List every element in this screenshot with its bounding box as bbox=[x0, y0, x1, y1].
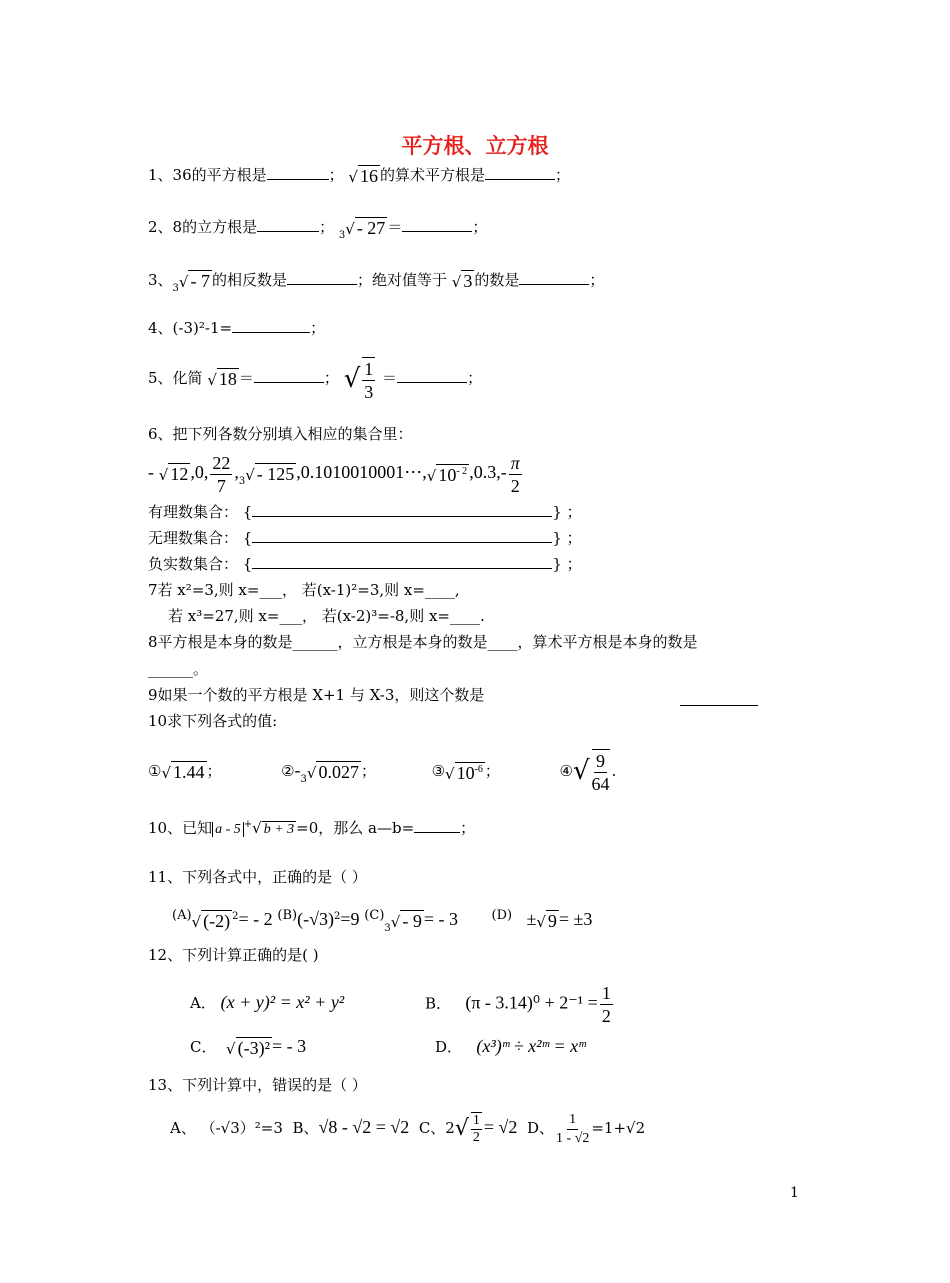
fraction: $\frac{1}{1 - √2}$ bbox=[556, 1111, 590, 1146]
q3-text-d: 的数是 bbox=[474, 271, 520, 289]
question-1: 1、36的平方根是 ； √ 16 的算术平方根是 ； bbox=[148, 165, 571, 186]
question-11-stem: 11、下列各式中，正确的是（ ） bbox=[148, 868, 367, 886]
cube-root-expression: √ - 125 bbox=[245, 463, 295, 484]
sqrt-expression: √ 12 bbox=[158, 463, 189, 484]
answer-blank[interactable] bbox=[397, 368, 467, 383]
answer-blank[interactable] bbox=[254, 368, 324, 383]
fraction: $\frac{\pi}{2}$ bbox=[510, 452, 520, 496]
page-title: 平方根、立方根 bbox=[401, 133, 549, 158]
question-13-options: A、 （-√3）²=3 B、√8 - √2 = √2 C、2√ $\frac{1}{2}$ = √2 D、 $\frac{1}{1 - √2}$ =1+√2 bbox=[170, 1108, 645, 1148]
cube-root-expression: √ - 7 bbox=[178, 270, 210, 291]
page-number: 1 bbox=[790, 1185, 799, 1201]
question-4: 4、(-3)²-1= ； bbox=[148, 319, 326, 337]
question-8-line2: ______。 bbox=[148, 660, 209, 678]
question-2: 2、8的立方根是 ； $_3$√ - 27 ＝ ； bbox=[148, 217, 488, 241]
set-irrational: 无理数集合： { } ； bbox=[148, 529, 582, 547]
q1-text-b: 的算术平方根是 bbox=[379, 166, 485, 184]
question-12-row2: C． √ (-3)² = - 3 bbox=[190, 1030, 306, 1065]
answer-blank[interactable] bbox=[519, 270, 589, 285]
root-index: 3 bbox=[338, 230, 346, 241]
answer-line[interactable] bbox=[680, 705, 758, 706]
cube-root-expression: √ - 27 bbox=[345, 217, 386, 238]
sqrt-expression: √ $10^{-6}$ bbox=[445, 763, 483, 783]
q5-text: 5、化简 bbox=[148, 369, 203, 387]
sqrt-expression: √ 9 bbox=[536, 910, 557, 931]
q4-text: 4、(-3)²-1= bbox=[148, 319, 233, 337]
question-10-items: ①√ 1.44 ； $②-_3√$ 0.027 ； ③√ $10^{-6}$ ； ④√ $\frac{9}{64}$ . bbox=[148, 748, 616, 796]
root-index: 3 bbox=[172, 283, 179, 294]
q3-text-b: 的相反数是 bbox=[211, 271, 287, 289]
answer-blank[interactable] bbox=[252, 554, 552, 569]
equals-sign: ＝ bbox=[387, 218, 403, 236]
q3-prefix: 3、 bbox=[148, 271, 173, 289]
question-12-row1b: B． (π - 3.14)⁰ + 2⁻¹ = $\frac{1}{2}$ bbox=[425, 983, 611, 1026]
question-9: 9如果一个数的平方根是 X+1 与 X-3，则这个数是 bbox=[148, 686, 485, 704]
sqrt-fraction: √ $\frac{1}{3}$ bbox=[343, 358, 374, 402]
sqrt-expression: √ (-3)² bbox=[226, 1037, 270, 1058]
sqrt-expression: √ 16 bbox=[348, 165, 378, 186]
question-12-row2b: D． (x³)ᵐ ÷ x²ᵐ = xᵐ bbox=[435, 1036, 586, 1056]
sqrt-fraction: √ $\frac{1}{2}$ bbox=[454, 1113, 480, 1145]
answer-blank[interactable] bbox=[414, 818, 460, 833]
answer-blank[interactable] bbox=[485, 165, 555, 180]
answer-blank[interactable] bbox=[402, 217, 472, 232]
cube-root-expression: √ 0.027 bbox=[306, 761, 359, 782]
question-5: 5、化简 √ 18 ＝ ； √ $\frac{1}{3}$ ＝ ； bbox=[148, 355, 482, 403]
answer-blank[interactable] bbox=[252, 502, 552, 517]
question-3: 3、$_3$√ - 7 的相反数是 ；绝对值等于 √ 3 的数是 ； bbox=[148, 270, 605, 294]
sqrt-expression: √ 3 bbox=[451, 270, 473, 291]
question-7-line2: 若 x³=27,则 x=___， 若(x-2)³=-8,则 x=____. bbox=[168, 607, 485, 625]
answer-blank[interactable] bbox=[287, 270, 357, 285]
question-8-line1: 8平方根是本身的数是______，立方根是本身的数是____，算术平方根是本身的数是 bbox=[148, 633, 698, 651]
fraction: $\frac{1}{2}$ bbox=[601, 983, 611, 1026]
equals-sign: ＝ bbox=[382, 369, 398, 387]
q3-text-c: ；绝对值等于 bbox=[357, 271, 448, 289]
sqrt-expression: √ $10^{- 2}$ bbox=[426, 465, 468, 485]
absolute-value: a - 5 bbox=[212, 822, 244, 837]
question-10-intro: 10求下列各式的值: bbox=[148, 712, 278, 730]
question-11-options: $^{(A)}$√ (-2) $^2$= - 2 $^{(B)}(-√3)^2=9$ $^{(C)}_3$√ - 9 = - 3 $^{(D)}$ ±√ 9 = ±3 bbox=[172, 900, 592, 939]
question-12-row1: A． (x + y)² = x² + y² bbox=[190, 992, 345, 1012]
sqrt-expression: √ (-2) bbox=[191, 910, 231, 931]
question-6-numbers: - √ 12 ,0, $\frac{22}{7}$ $,_3√ - 125$ ,0.1010010001⋯,√ $10^{- 2}$ ,0.3,- $\frac{\pi}{2}$ bbox=[148, 450, 524, 498]
set-rational: 有理数集合： { } ； bbox=[148, 503, 582, 521]
question-10b: 10、已知 a - 5 +√ b + 3 =0，那么 a—b= ； bbox=[148, 815, 475, 840]
sqrt-expression: √ b + 3 bbox=[252, 819, 295, 837]
answer-blank[interactable] bbox=[267, 165, 329, 180]
question-12-stem: 12、下列计算正确的是( ) bbox=[148, 946, 319, 964]
q2-text: 2、8的立方根是 bbox=[148, 218, 258, 236]
q1-text: 1、36的平方根是 bbox=[148, 166, 267, 184]
answer-blank[interactable] bbox=[232, 318, 310, 333]
fraction: $\frac{22}{7}$ bbox=[212, 452, 231, 496]
answer-blank[interactable] bbox=[252, 528, 552, 543]
equals-sign: ＝ bbox=[238, 369, 254, 387]
sqrt-expression: √ 1.44 bbox=[161, 761, 205, 782]
question-7-line1: 7若 x²=3,则 x=___， 若(x-1)²=3,则 x=____, bbox=[148, 581, 460, 599]
sqrt-fraction: √ $\frac{9}{64}$ bbox=[572, 751, 610, 794]
set-negative-real: 负实数集合： { } ； bbox=[148, 555, 582, 573]
cube-root-expression: √ - 9 bbox=[390, 910, 422, 931]
answer-blank[interactable] bbox=[257, 217, 319, 232]
question-6-intro: 6、把下列各数分别填入相应的集合里： bbox=[148, 425, 413, 443]
sqrt-expression: √ 18 bbox=[207, 368, 237, 389]
question-13-stem: 13、下列计算中，错误的是（ ） bbox=[148, 1076, 367, 1094]
